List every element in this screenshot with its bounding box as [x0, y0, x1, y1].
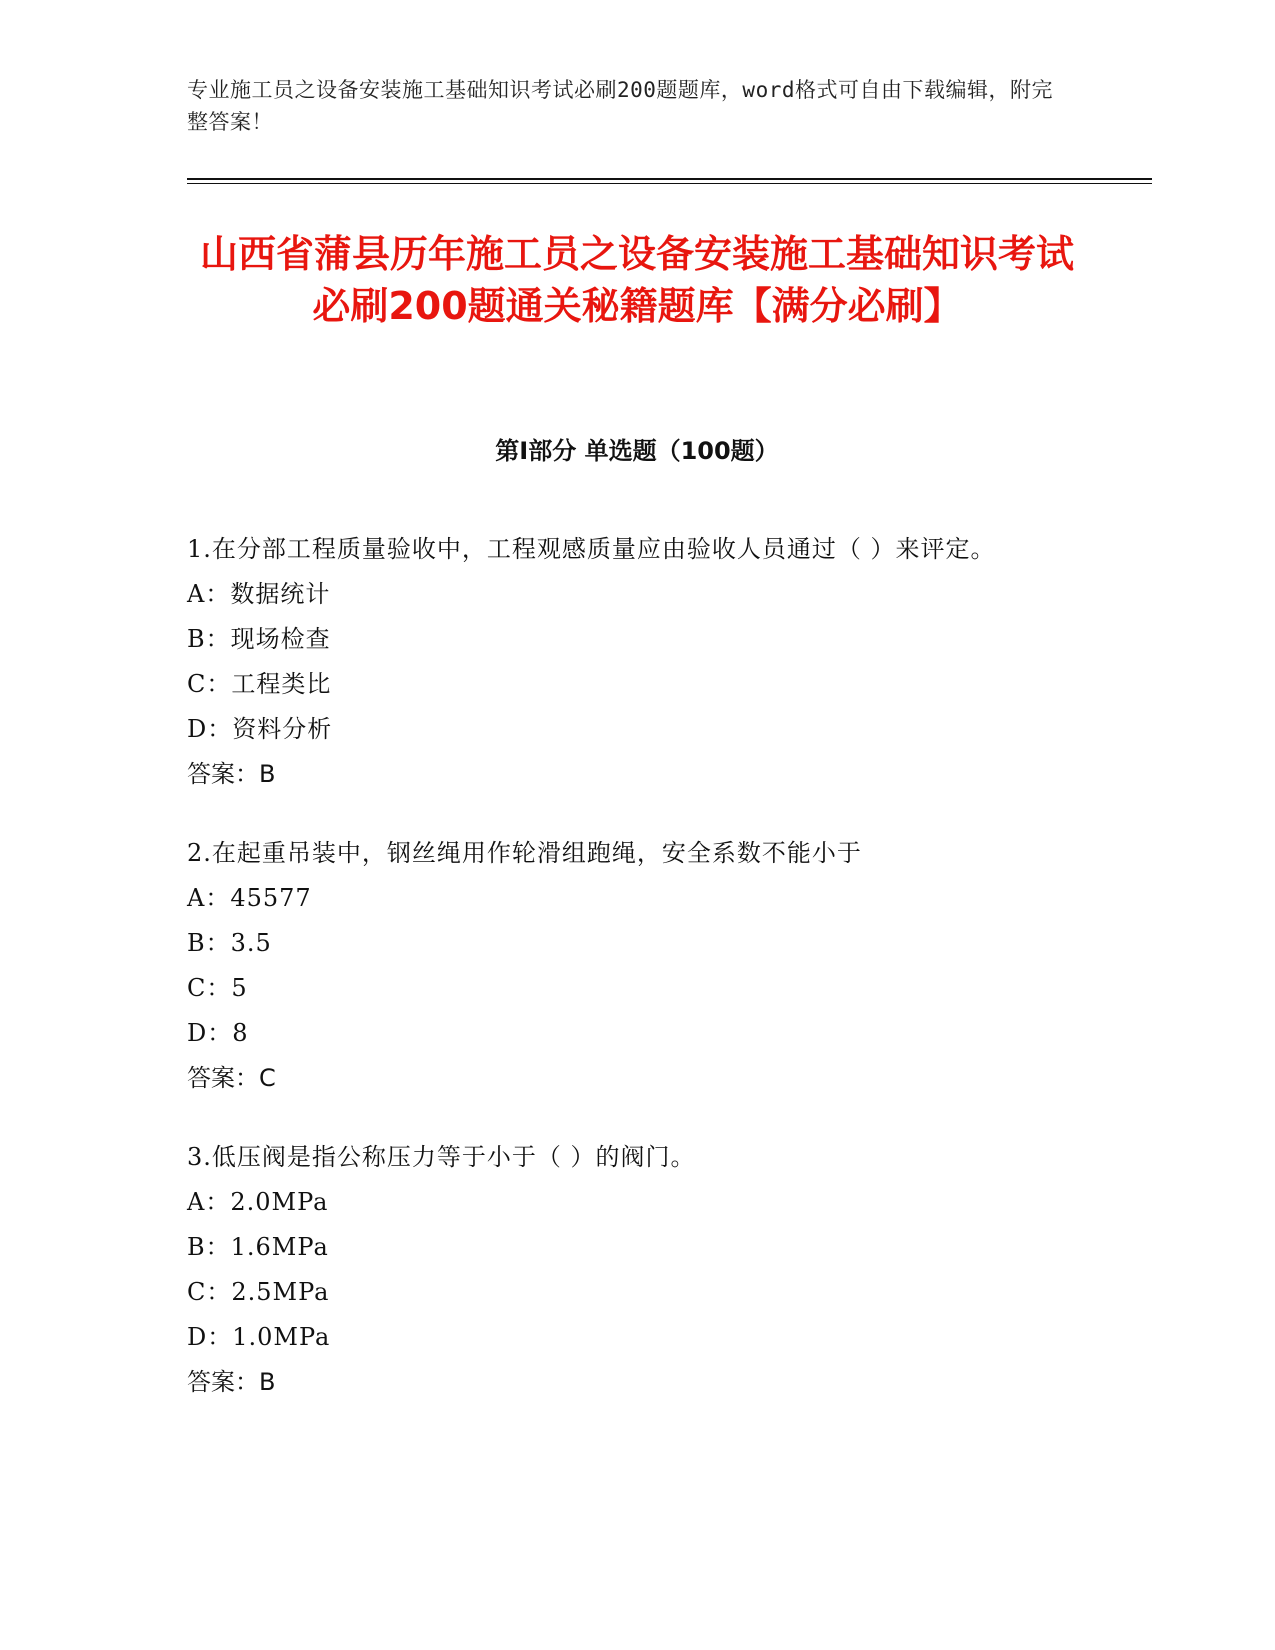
option-c: C：2.5MPa	[187, 1278, 330, 1306]
answer: 答案：B	[187, 760, 276, 788]
option-c: C：5	[187, 974, 248, 1002]
header-note: 专业施工员之设备安装施工基础知识考试必刷200题题库，word格式可自由下载编辑，附完整答案！	[187, 78, 1053, 134]
option-b: B：3.5	[187, 929, 272, 957]
header-rule-thin	[187, 183, 1152, 184]
option-d: D：1.0MPa	[187, 1323, 331, 1351]
option-d: D：8	[187, 1019, 249, 1047]
option-b: B：1.6MPa	[187, 1233, 329, 1261]
option-a: A：2.0MPa	[187, 1188, 329, 1216]
option-a: A：数据统计	[187, 580, 331, 608]
answer: 答案：B	[187, 1368, 276, 1396]
option-d: D：资料分析	[187, 715, 333, 743]
question-stem: 3.低压阀是指公称压力等于小于（ ）的阀门。	[187, 1143, 696, 1171]
header-rule-thick	[187, 178, 1152, 180]
option-b: B：现场检查	[187, 625, 331, 653]
question-stem: 2.在起重吊装中，钢丝绳用作轮滑组跑绳，安全系数不能小于	[187, 839, 862, 867]
document-title: 山西省蒲县历年施工员之设备安装施工基础知识考试必刷200题通关秘籍题库【满分必刷】	[199, 232, 1074, 328]
answer: 答案：C	[187, 1064, 276, 1092]
option-a: A：45577	[187, 884, 312, 912]
question-stem: 1.在分部工程质量验收中，工程观感质量应由验收人员通过（ ）来评定。	[187, 535, 996, 563]
question-1	[187, 527, 1087, 797]
question-3	[187, 1135, 1087, 1405]
option-c: C：工程类比	[187, 670, 332, 698]
question-2	[187, 831, 1087, 1101]
section-heading: 第Ⅰ部分 单选题（100题）	[495, 437, 779, 465]
question-list	[187, 527, 1087, 1439]
